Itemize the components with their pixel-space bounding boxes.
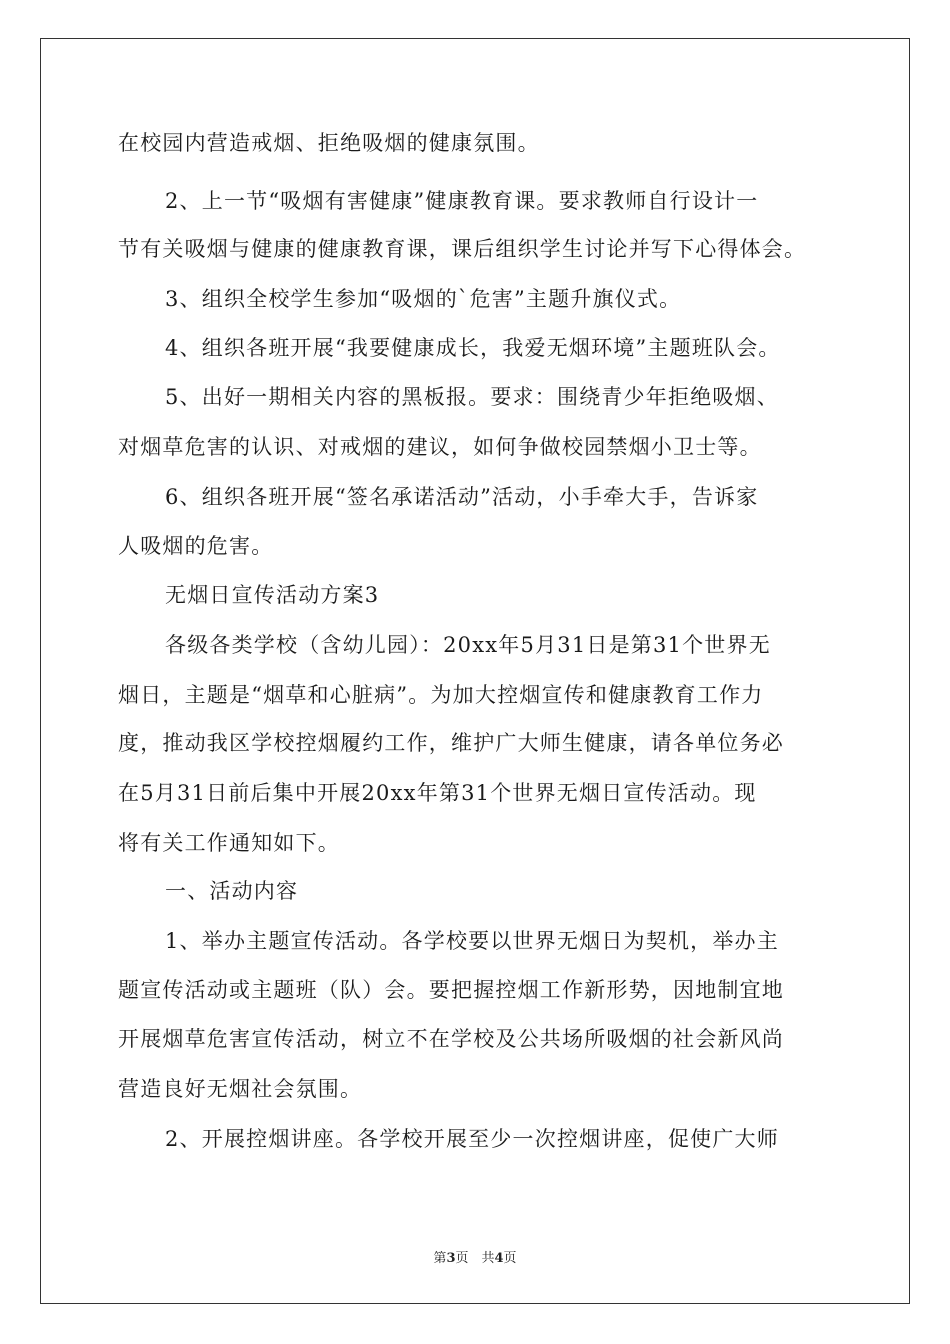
paragraph-line: 人吸烟的危害。	[118, 534, 274, 558]
paragraph-line: 5、出好一期相关内容的黑板报。要求：围绕青少年拒绝吸烟、	[165, 385, 779, 409]
footer-suffix: 页	[503, 1251, 517, 1266]
paragraph-line: 题宣传活动或主题班（队）会。要把握控烟工作新形势，因地制宜地	[118, 978, 784, 1002]
paragraph-line: 2、上一节“吸烟有害健康”健康教育课。要求教师自行设计一	[165, 189, 759, 213]
paragraph-line: 对烟草危害的认识、对戒烟的建议，如何争做校园禁烟小卫士等。	[118, 435, 762, 459]
paragraph-line: 3、组织全校学生参加“吸烟的`危害”主题升旗仪式。	[165, 287, 682, 311]
paragraph-line: 各级各类学校（含幼儿园）：20xx年5月31日是第31个世界无	[165, 633, 771, 657]
paragraph-line: 节有关吸烟与健康的健康教育课，课后组织学生讨论并写下心得体会。	[118, 237, 807, 261]
paragraph-line: 2、开展控烟讲座。各学校开展至少一次控烟讲座，促使广大师	[165, 1127, 779, 1151]
page-footer	[0, 1247, 950, 1266]
paragraph-line: 开展烟草危害宣传活动，树立不在学校及公共场所吸烟的社会新风尚	[118, 1027, 784, 1051]
footer-prefix: 第	[433, 1251, 447, 1266]
paragraph-line: 烟日，主题是“烟草和心脏病”。为加大控烟宣传和健康教育工作力	[118, 683, 764, 707]
paragraph-line: 4、组织各班开展“我要健康成长，我爱无烟环境”主题班队会。	[165, 336, 781, 360]
paragraph-line: 1、举办主题宣传活动。各学校要以世界无烟日为契机，举办主	[165, 929, 779, 953]
footer-total-pages: 4	[494, 1251, 504, 1266]
paragraph-line: 度，推动我区学校控烟履约工作，维护广大师生健康，请各单位务必	[118, 731, 784, 755]
section-heading: 一、活动内容	[165, 879, 299, 903]
paragraph-line: 在5月31日前后集中开展20xx年第31个世界无烟日宣传活动。现	[118, 781, 757, 805]
paragraph-line: 6、组织各班开展“签名承诺活动”活动，小手牵大手，告诉家	[165, 485, 759, 509]
paragraph-line: 营造良好无烟社会氛围。	[118, 1077, 363, 1101]
section-heading: 无烟日宣传活动方案3	[165, 583, 380, 607]
footer-mid: 页 共	[455, 1251, 495, 1266]
footer-current-page: 3	[446, 1251, 456, 1266]
page-border	[40, 38, 910, 1304]
paragraph-line: 将有关工作通知如下。	[118, 831, 340, 855]
paragraph-line: 在校园内营造戒烟、拒绝吸烟的健康氛围。	[118, 131, 540, 155]
